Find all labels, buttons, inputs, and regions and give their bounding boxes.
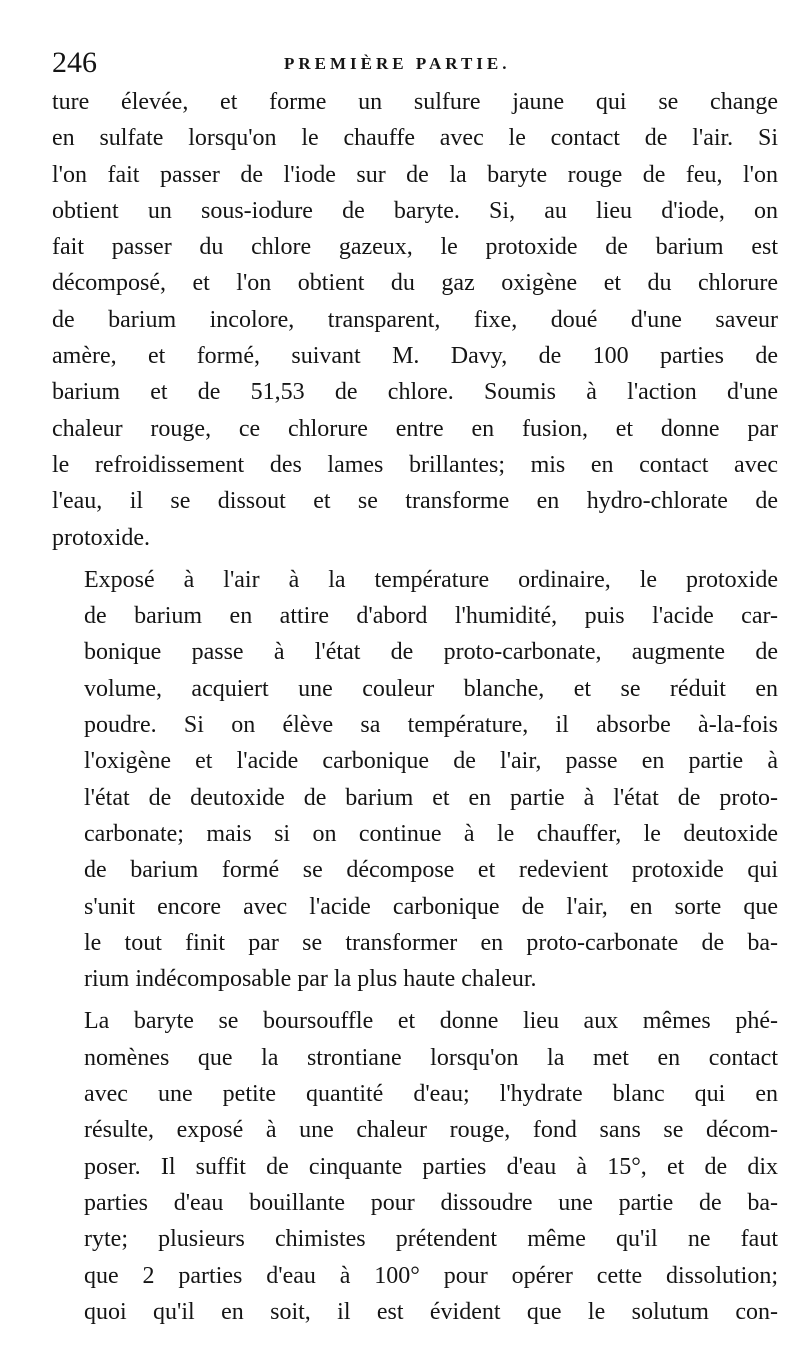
- text-line: s'unit encore avec l'acide carbonique de l'air, en sorte que: [84, 893, 778, 920]
- text-line: de barium formé se décompose et redevient protoxide qui: [84, 857, 778, 884]
- text-line: l'oxigène et l'acide carbonique de l'air, passe en partie à: [84, 748, 778, 775]
- running-head: PREMIÈRE PARTIE.: [284, 54, 511, 73]
- page-number: 246: [52, 46, 97, 79]
- text-line: protoxide.: [52, 524, 150, 551]
- text-line: ture élevée, et forme un sulfure jaune qui se change: [52, 89, 778, 115]
- text-line: de barium en attire d'abord l'humidité, puis l'acide car-: [84, 603, 778, 630]
- text-line: que 2 parties d'eau à 100° pour opérer cette dissolution;: [84, 1262, 778, 1289]
- text-line: quoi qu'il en soit, il est évident que le solutum con-: [84, 1298, 778, 1325]
- text-line: le refroidissement des lames brillantes; mis en contact avec: [52, 451, 778, 478]
- paragraph-3: [52, 1003, 778, 1330]
- text-line: chaleur rouge, ce chlorure entre en fusion, et donne par: [52, 415, 778, 442]
- page-header: [52, 44, 778, 84]
- text-line: poser. Il suffit de cinquante parties d'eau à 15°, et de dix: [84, 1153, 778, 1180]
- text-line: décomposé, et l'on obtient du gaz oxigène et du chlorure: [52, 270, 778, 297]
- text-line: l'eau, il se dissout et se transforme en hydro-chlorate de: [52, 488, 778, 515]
- text-line: l'état de deutoxide de barium et en partie à l'état de proto-: [84, 784, 778, 811]
- text-line: nomènes que la strontiane lorsqu'on la met en contact: [84, 1044, 778, 1071]
- text-line: Exposé à l'air à la température ordinaire, le protoxide: [84, 566, 778, 593]
- text-line: le tout finit par se transformer en proto-carbonate de ba-: [84, 929, 778, 956]
- text-line: barium et de 51,53 de chlore. Soumis à l'action d'une: [52, 379, 778, 406]
- text-line: ryte; plusieurs chimistes prétendent même qu'il ne faut: [84, 1226, 778, 1253]
- text-line: parties d'eau bouillante pour dissoudre une partie de ba-: [84, 1189, 778, 1216]
- text-line: poudre. Si on élève sa température, il absorbe à-la-fois: [84, 712, 778, 739]
- text-line: bonique passe à l'état de proto-carbonate, augmente de: [84, 639, 778, 666]
- text-line: amère, et formé, suivant M. Davy, de 100 parties de: [52, 343, 778, 370]
- text-line: en sulfate lorsqu'on le chauffe avec le contact de l'air. Si: [52, 125, 778, 152]
- text-line: l'on fait passer de l'iode sur de la baryte rouge de feu, l'on: [52, 161, 778, 188]
- text-line: rium indécomposable par la plus haute chaleur.: [84, 966, 537, 993]
- text-line: La baryte se boursouffle et donne lieu aux mêmes phé-: [84, 1008, 778, 1035]
- paragraph-1: [52, 84, 778, 556]
- paragraph-2: [52, 562, 778, 998]
- text-line: fait passer du chlore gazeux, le protoxide de barium est: [52, 234, 778, 261]
- body-text: [52, 84, 778, 1330]
- text-line: obtient un sous-iodure de baryte. Si, au lieu d'iode, on: [52, 197, 778, 224]
- text-line: carbonate; mais si on continue à le chauffer, le deutoxide: [84, 820, 778, 847]
- text-line: résulte, exposé à une chaleur rouge, fond sans se décom-: [84, 1117, 778, 1144]
- text-line: de barium incolore, transparent, fixe, doué d'une saveur: [52, 306, 778, 333]
- text-line: avec une petite quantité d'eau; l'hydrate blanc qui en: [84, 1081, 778, 1108]
- text-line: volume, acquiert une couleur blanche, et se réduit en: [84, 675, 778, 702]
